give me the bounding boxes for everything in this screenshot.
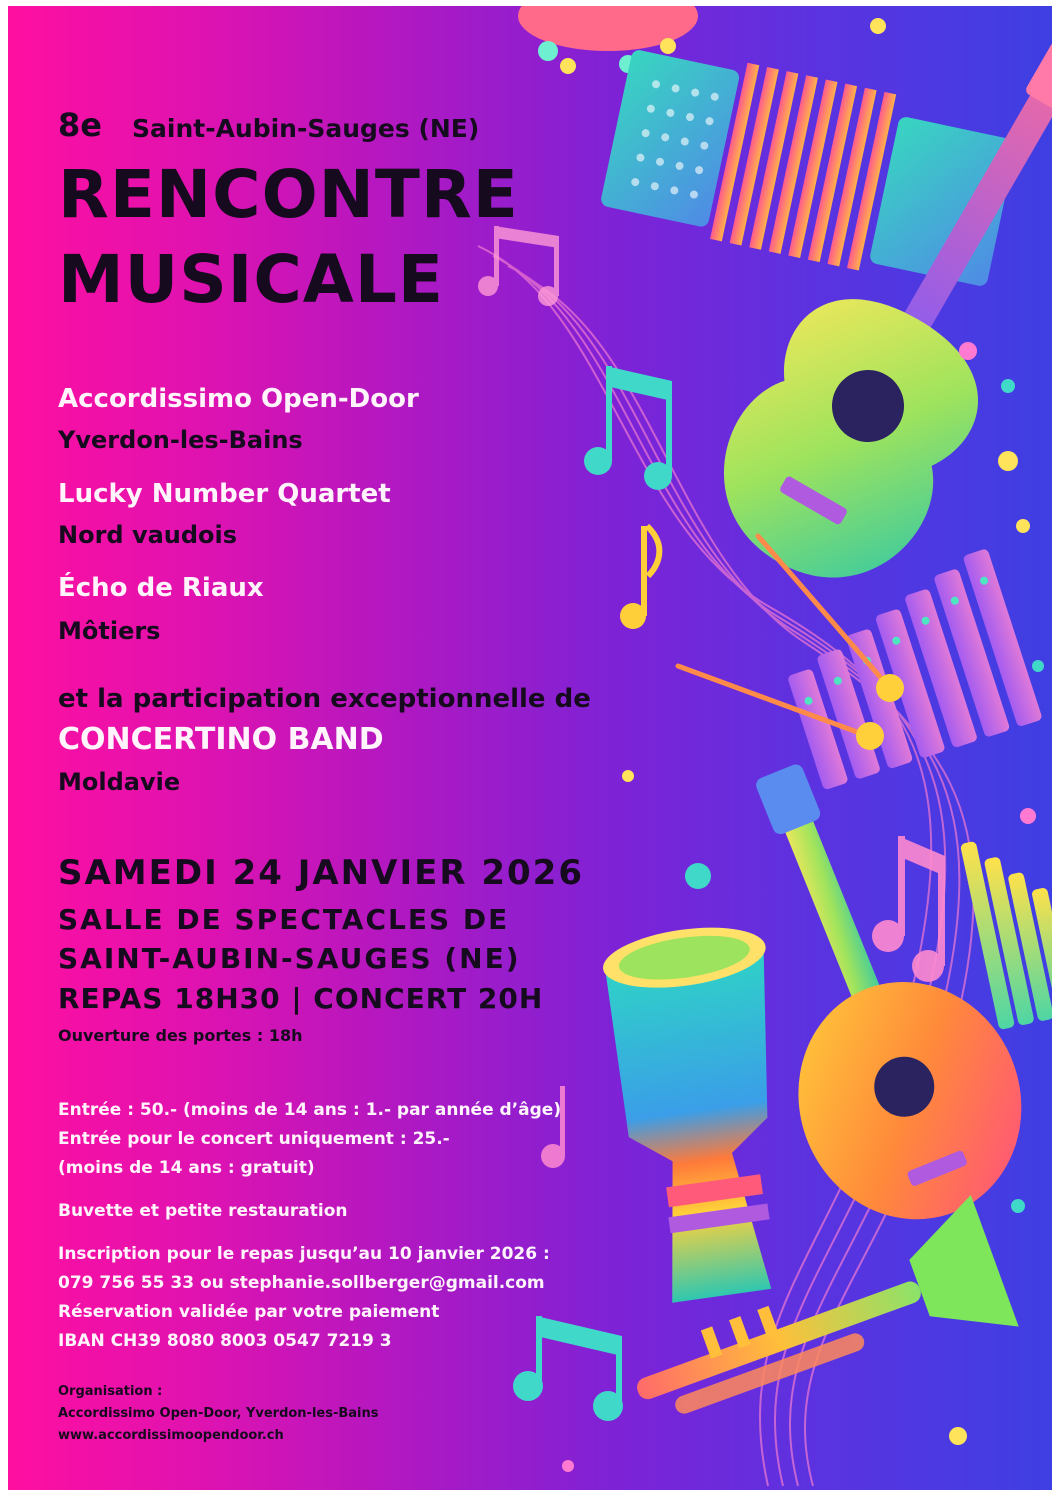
- special-guest-name: CONCERTINO BAND: [58, 722, 384, 757]
- venue-line-1: SALLE DE SPECTACLES DE: [58, 903, 510, 936]
- music-note-icon: [478, 226, 559, 306]
- band-1-name: Accordissimo Open-Door: [58, 384, 419, 414]
- band-3-name: Écho de Riaux: [58, 573, 264, 603]
- music-note-icon: [872, 836, 945, 982]
- price-line-2: Entrée pour le concert uniquement : 25.-: [58, 1129, 450, 1149]
- music-note-icon: [584, 366, 672, 490]
- event-date: SAMEDI 24 JANVIER 2026: [58, 853, 584, 893]
- title-line-2: MUSICALE: [58, 241, 445, 318]
- special-guest-intro: et la participation exceptionnelle de: [58, 684, 591, 714]
- band-3-city: Môtiers: [58, 617, 161, 645]
- registration-line-1: Inscription pour le repas jusqu’au 10 janvier 2026 :: [58, 1244, 550, 1264]
- registration-contact: 079 756 55 33 ou stephanie.sollberger@gmail.com: [58, 1273, 545, 1293]
- price-line-3: (moins de 14 ans : gratuit): [58, 1158, 315, 1178]
- organisation-label: Organisation :: [58, 1384, 163, 1399]
- organisation-website: www.accordissimoopendoor.ch: [58, 1428, 284, 1443]
- registration-line-3: Réservation validée par votre paiement: [58, 1302, 440, 1322]
- event-location-header: Saint-Aubin-Sauges (NE): [132, 114, 480, 143]
- doors-open-time: Ouverture des portes : 18h: [58, 1026, 303, 1045]
- music-note-icon: [513, 1316, 623, 1421]
- venue-line-2: SAINT-AUBIN-SAUGES (NE): [58, 942, 521, 975]
- panpipe-icon: [960, 828, 1052, 1030]
- bar-info: Buvette et petite restauration: [58, 1201, 348, 1221]
- music-note-icon: [541, 1086, 565, 1168]
- event-schedule: REPAS 18H30 | CONCERT 20H: [58, 982, 544, 1015]
- edition-number: 8e: [58, 106, 102, 144]
- price-line-1: Entrée : 50.- (moins de 14 ans : 1.- par année d’âge): [58, 1100, 562, 1120]
- band-2-name: Lucky Number Quartet: [58, 479, 391, 509]
- title-line-1: RENCONTRE: [58, 156, 519, 233]
- band-2-city: Nord vaudois: [58, 521, 238, 549]
- organisation-name: Accordissimo Open-Door, Yverdon-les-Bains: [58, 1406, 379, 1421]
- band-1-city: Yverdon-les-Bains: [58, 426, 303, 454]
- special-guest-city: Moldavie: [58, 768, 181, 796]
- concert-poster: [8, 6, 1052, 1490]
- djembe-drum-icon: [599, 919, 813, 1306]
- music-note-icon: [620, 526, 659, 629]
- xylophone-icon: [768, 548, 1042, 790]
- iban: IBAN CH39 8080 8003 0547 7219 3: [58, 1331, 392, 1351]
